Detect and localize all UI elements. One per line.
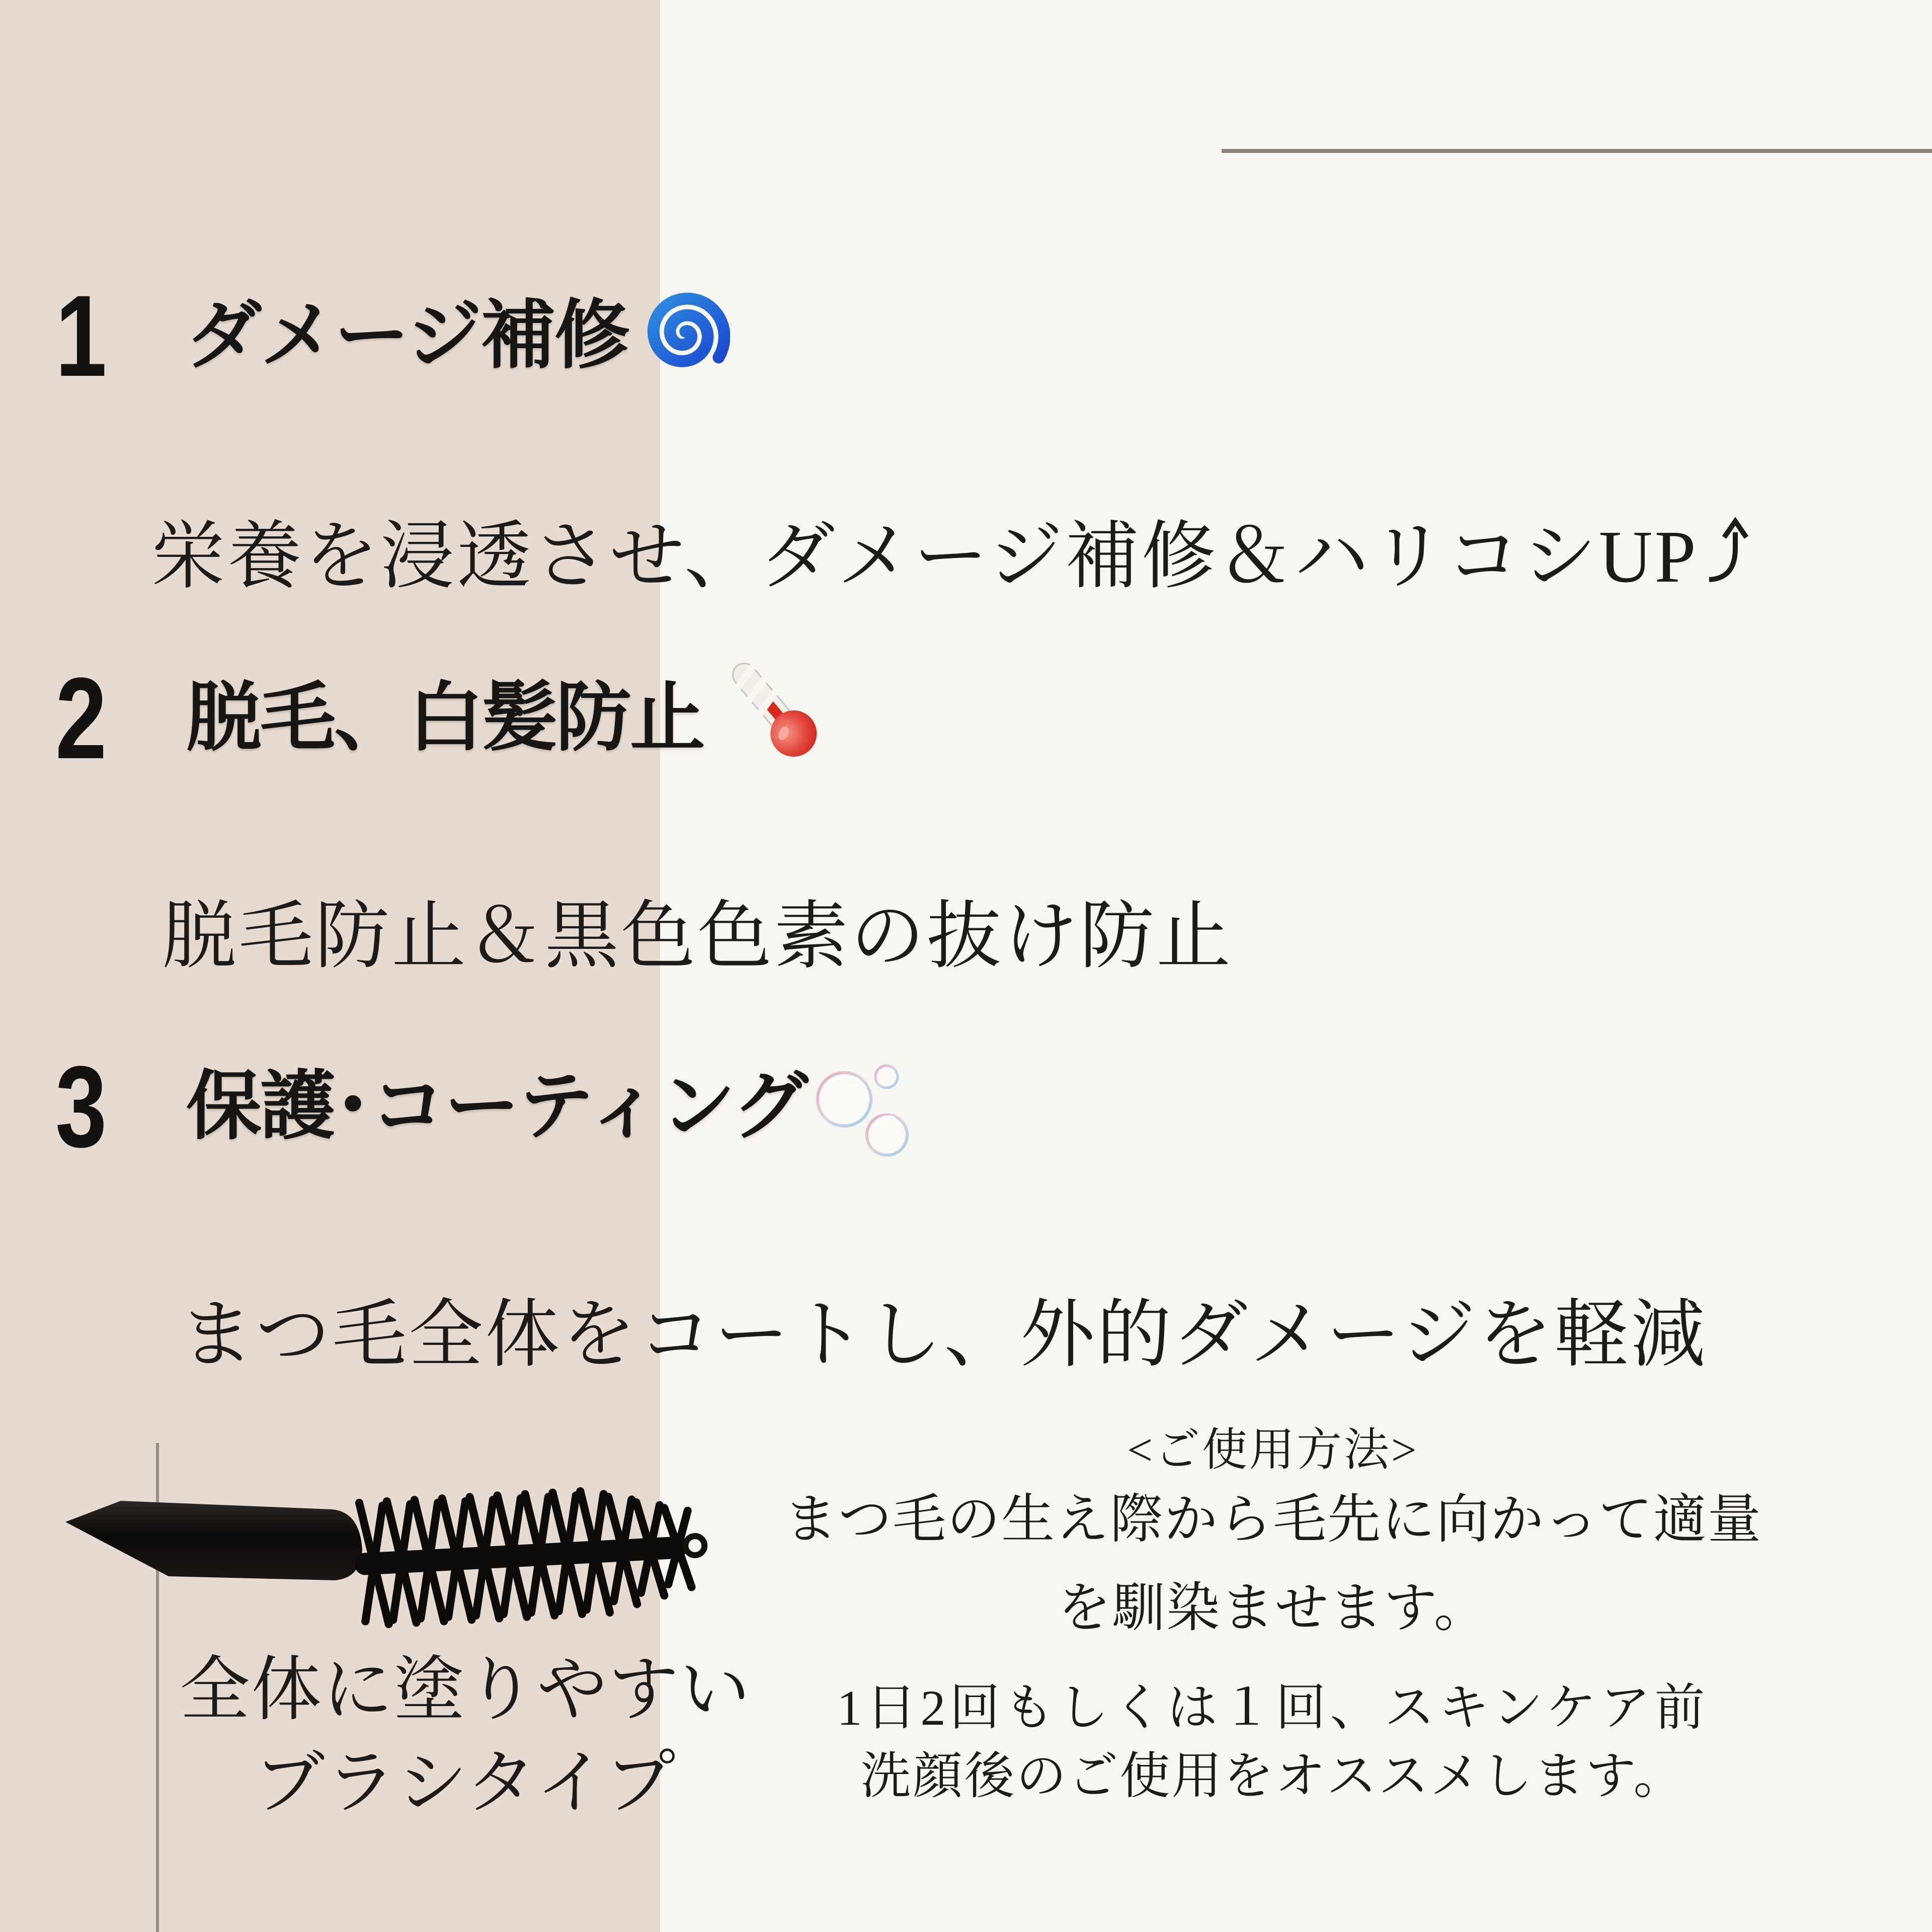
usage-line: まつ毛の生え際から毛先に向かって適量: [784, 1490, 1762, 1549]
usage-line: を馴染ませます。: [1058, 1579, 1488, 1638]
usage-instructions: [730, 1425, 1816, 1804]
feature-subtitle: [151, 516, 1761, 598]
brush-note: [101, 1651, 830, 1822]
feature-number: 2: [55, 654, 107, 783]
usage-line: 洗顔後のご使用をオススメします。: [860, 1748, 1685, 1804]
brush-note-line2: ブラシタイプ: [254, 1744, 677, 1822]
feature-subtitle: まつ毛全体をコートし、外的ダメージを軽減: [179, 1294, 1708, 1377]
feature-number: 3: [55, 1042, 107, 1171]
feature-row-hairloss-prevention: [55, 656, 850, 781]
feature-title: 脱毛、白髪防止: [186, 677, 704, 760]
mascara-brush-image: [60, 1482, 709, 1650]
cyclone-icon: [639, 289, 730, 379]
feature-row-protection-coating: [55, 1044, 928, 1170]
bubbles-icon: [813, 1056, 928, 1161]
usage-line: 1日2回もしくは１回、スキンケア前: [837, 1680, 1709, 1736]
up-arrow-icon: [1705, 517, 1761, 584]
feature-subtitle-text: 栄養を浸透させ、ダメージ補修＆ハリコシUP: [151, 516, 1698, 598]
feature-title: ダメージ補修: [186, 294, 629, 378]
feature-number: 1: [55, 271, 107, 400]
top-divider-line: [1222, 149, 1932, 153]
brush-note-line1: 全体に塗りやすい: [179, 1651, 751, 1729]
usage-title: <ご使用方法>: [1127, 1425, 1419, 1475]
feature-row-damage-repair: [55, 273, 730, 399]
thermometer-icon: [704, 653, 850, 779]
feature-subtitle: 脱毛防止＆黒色色素の抜け防止: [162, 896, 1233, 978]
feature-title: 保護･コーティング: [186, 1065, 807, 1149]
